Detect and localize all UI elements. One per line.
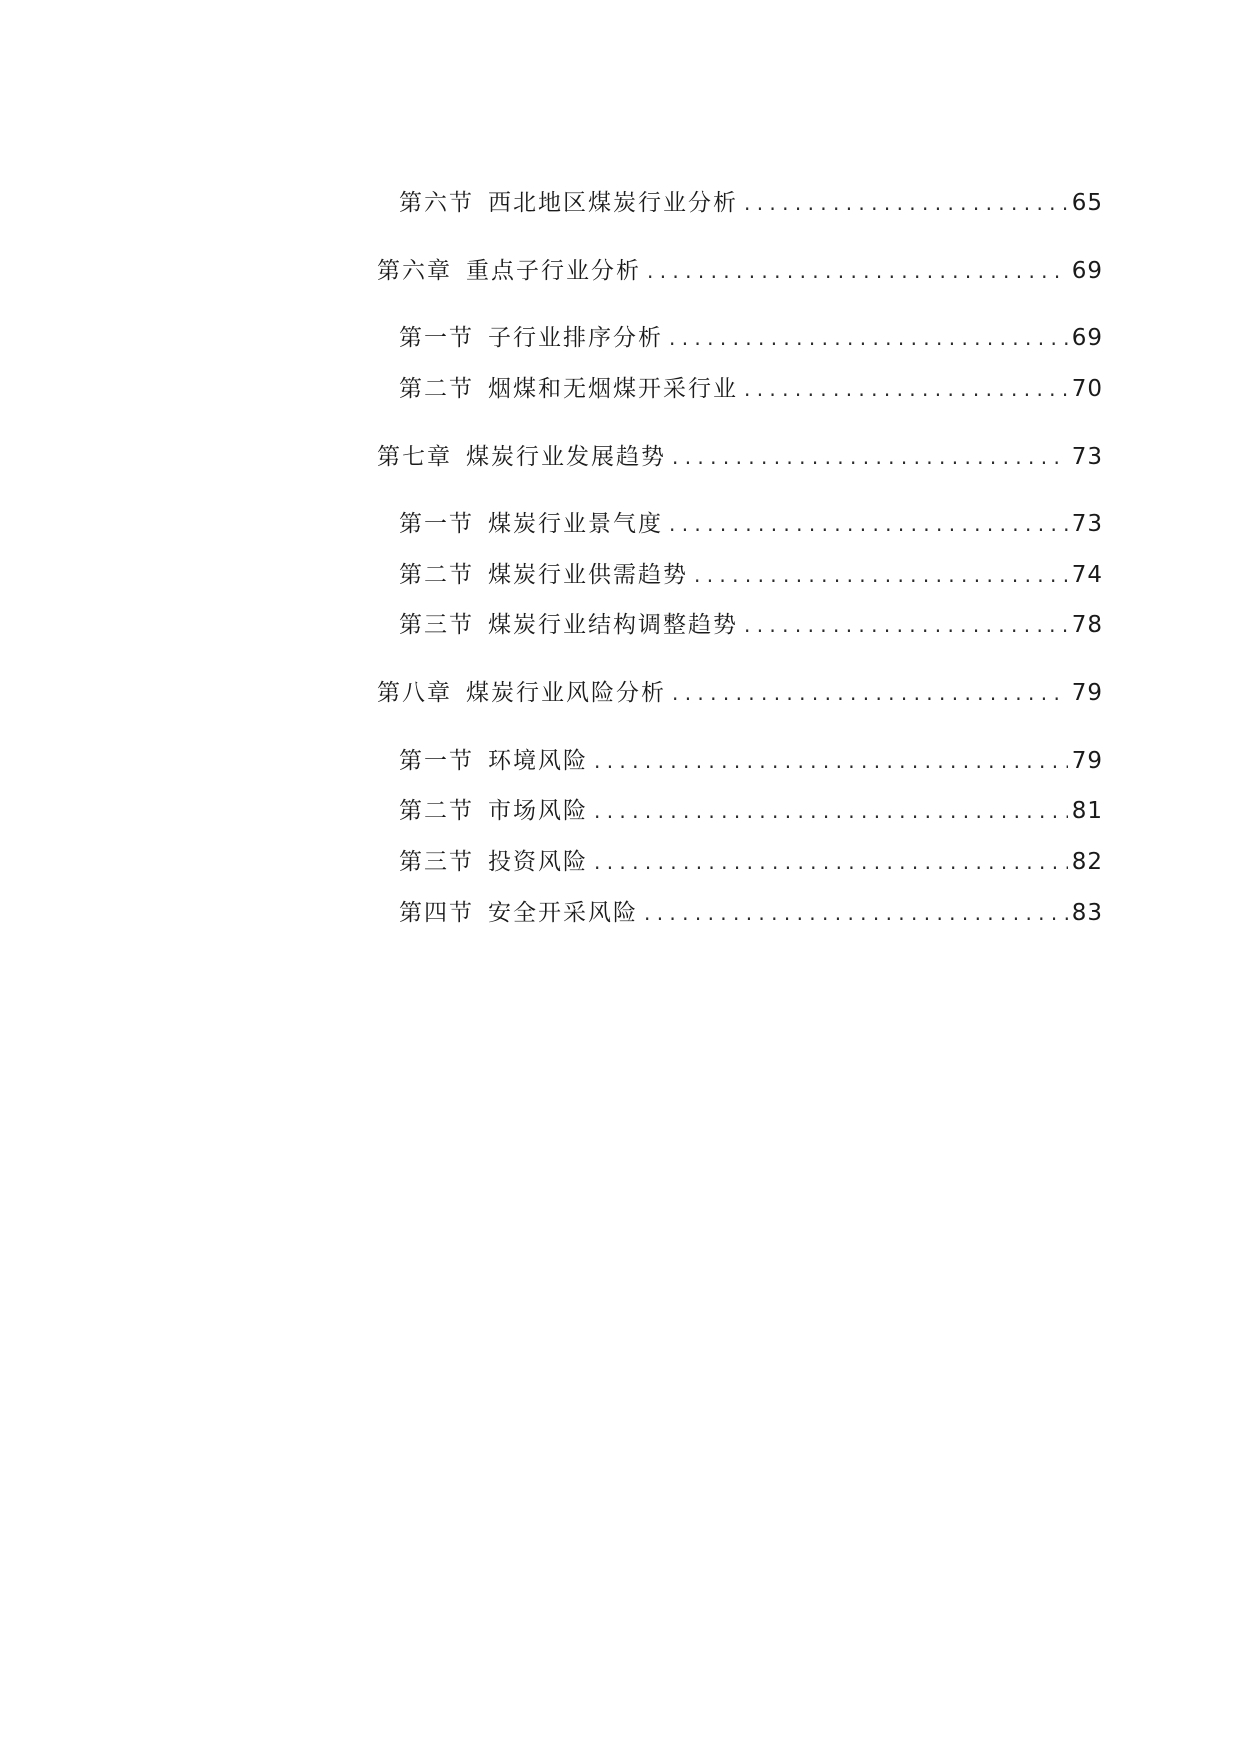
entry-number: 第七章 [377, 444, 452, 470]
entry-page-number: 79 [1071, 748, 1103, 774]
dot-leader [694, 560, 1068, 590]
entry-title: 子行业排序分析 [488, 325, 663, 351]
entry-title: 煤炭行业发展趋势 [466, 444, 666, 470]
entry-label [377, 442, 666, 472]
toc-entry-section[interactable] [399, 898, 1103, 928]
entry-page-number: 78 [1071, 612, 1103, 638]
entry-number: 第三节 [399, 612, 474, 638]
entry-page-number: 83 [1071, 900, 1103, 926]
dot-leader [594, 746, 1068, 776]
entry-label [399, 560, 688, 590]
entry-title: 环境风险 [488, 748, 588, 774]
entry-label [399, 509, 663, 539]
entry-title: 烟煤和无烟煤开采行业 [488, 376, 738, 402]
entry-page-number: 70 [1071, 376, 1103, 402]
entry-number: 第四节 [399, 900, 474, 926]
entry-title: 煤炭行业景气度 [488, 511, 663, 537]
entry-number: 第六节 [399, 190, 474, 216]
entry-page-number: 69 [1071, 258, 1103, 284]
toc-entry-section[interactable] [399, 188, 1103, 218]
toc-entry-chapter[interactable] [377, 256, 1103, 286]
dot-leader [744, 610, 1068, 640]
toc-entry-section[interactable] [399, 374, 1103, 404]
entry-title: 煤炭行业结构调整趋势 [488, 612, 738, 638]
dot-leader [669, 509, 1068, 539]
entry-label [399, 746, 588, 776]
entry-page-number: 79 [1071, 680, 1103, 706]
entry-label [399, 374, 738, 404]
entry-label [377, 256, 641, 286]
toc-entry-section[interactable] [399, 610, 1103, 640]
entry-label [399, 188, 738, 218]
entry-title: 重点子行业分析 [466, 258, 641, 284]
entry-number: 第一节 [399, 748, 474, 774]
entry-label [399, 898, 638, 928]
entry-number: 第三节 [399, 849, 474, 875]
entry-label [377, 678, 666, 708]
entry-number: 第一节 [399, 325, 474, 351]
entry-title: 煤炭行业风险分析 [466, 680, 666, 706]
toc-entry-section[interactable] [399, 560, 1103, 590]
toc-entry-section[interactable] [399, 796, 1103, 826]
entry-label [399, 796, 588, 826]
entry-title: 西北地区煤炭行业分析 [488, 190, 738, 216]
entry-number: 第八章 [377, 680, 452, 706]
entry-page-number: 82 [1071, 849, 1103, 875]
dot-leader [647, 256, 1068, 286]
entry-page-number: 73 [1071, 444, 1103, 470]
entry-title: 市场风险 [488, 798, 588, 824]
toc-entry-section[interactable] [399, 746, 1103, 776]
entry-page-number: 73 [1071, 511, 1103, 537]
toc-entry-section[interactable] [399, 323, 1103, 353]
toc-entry-chapter[interactable] [377, 678, 1103, 708]
dot-leader [594, 847, 1068, 877]
entry-number: 第二节 [399, 376, 474, 402]
entry-label [399, 847, 588, 877]
dot-leader [672, 678, 1068, 708]
dot-leader [672, 442, 1068, 472]
entry-page-number: 74 [1071, 562, 1103, 588]
toc-entry-chapter[interactable] [377, 442, 1103, 472]
toc-entry-section[interactable] [399, 509, 1103, 539]
entry-title: 煤炭行业供需趋势 [488, 562, 688, 588]
entry-label [399, 610, 738, 640]
entry-title: 投资风险 [488, 849, 588, 875]
entry-page-number: 69 [1071, 325, 1103, 351]
entry-page-number: 65 [1071, 190, 1103, 216]
dot-leader [644, 898, 1068, 928]
entry-number: 第一节 [399, 511, 474, 537]
entry-number: 第二节 [399, 798, 474, 824]
entry-number: 第六章 [377, 258, 452, 284]
entry-number: 第二节 [399, 562, 474, 588]
toc-entry-section[interactable] [399, 847, 1103, 877]
dot-leader [744, 374, 1068, 404]
entry-title: 安全开采风险 [488, 900, 638, 926]
dot-leader [669, 323, 1068, 353]
dot-leader [594, 796, 1068, 826]
entry-page-number: 81 [1071, 798, 1103, 824]
dot-leader [744, 188, 1068, 218]
entry-label [399, 323, 663, 353]
